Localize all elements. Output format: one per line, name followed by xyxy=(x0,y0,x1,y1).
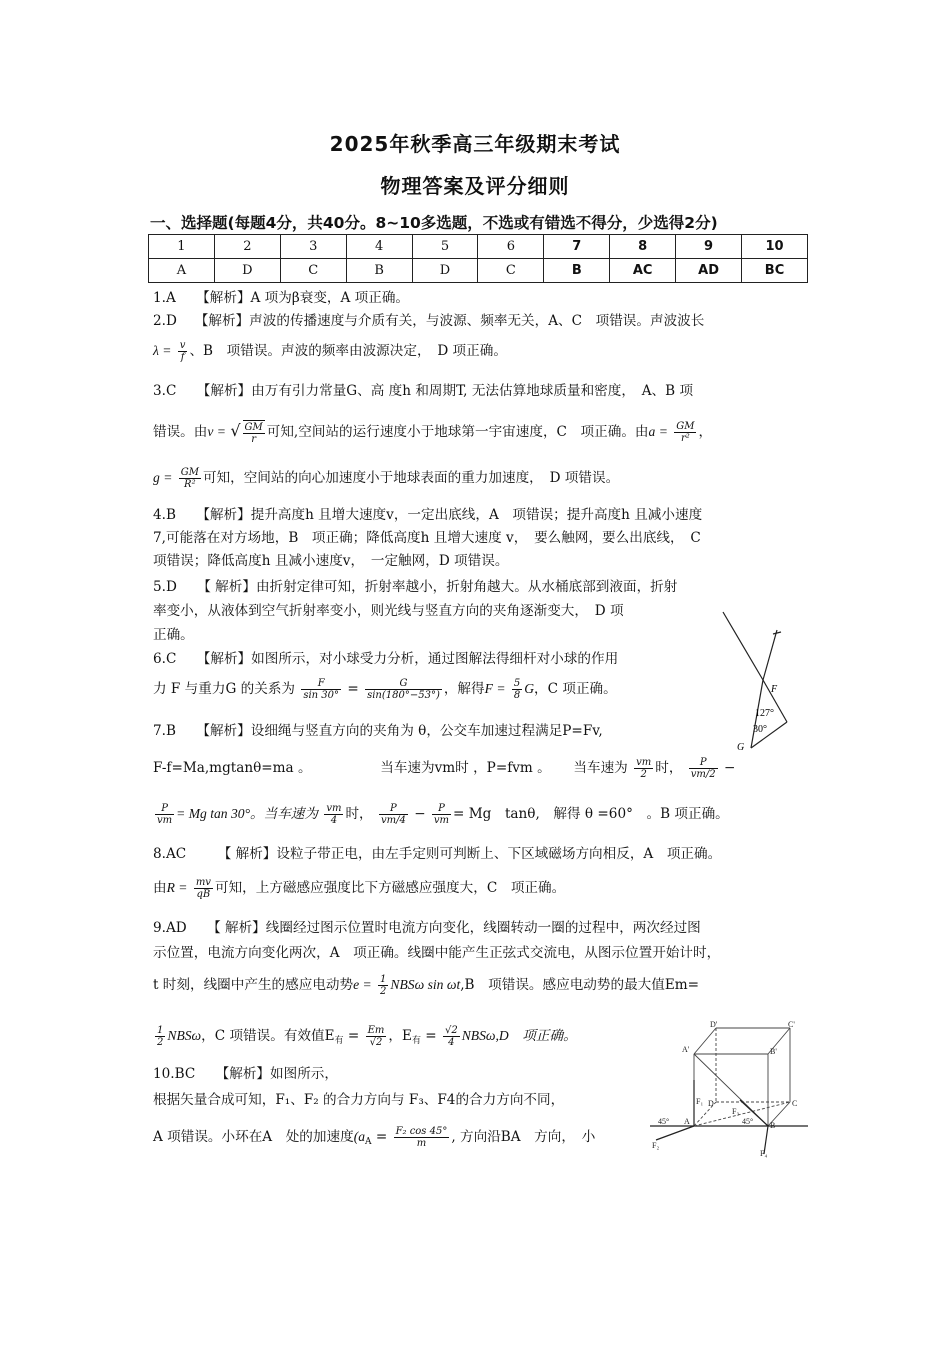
table-cell: 7 xyxy=(544,235,610,259)
q10-a-fraction: $\frac{\text{F₂ cos 45°}}{m}$ xyxy=(395,1126,448,1149)
page-subtitle: 物理答案及评分细则 xyxy=(380,174,570,198)
q7-p-over-vm: $\frac{P}{vm}$ xyxy=(157,803,173,826)
table-cell: 5 xyxy=(412,235,478,259)
table-row-numbers xyxy=(149,235,808,259)
q6-line1: 6.C 【解析】如图所示，对小球受力分析，通过图解法得细杆对小球的作用 xyxy=(153,651,619,667)
page-title: 2025年秋季高三年级期末考试 xyxy=(329,132,621,156)
q7-v2-fraction: $\frac{vm}{2}$ xyxy=(636,757,652,780)
q7-line3: $\frac{P}{vm}$ = Mg tan 30°。当车速为 $\frac{vm}{4}$ 时， $\frac{P}{vm/4}$ − $\frac{P}{vm}$ = Mg tanθ, 解得 θ =60° 。B 项正确。 xyxy=(157,803,729,826)
fig10-label: B' xyxy=(770,1047,777,1056)
table-cell: AC xyxy=(610,259,676,283)
q10-line3: A 项错误。小环在A 处的加速度($a_A$ = $\frac{\text{F₂ cos 45°}}{m}$ , 方向沿BA 方向， 小 xyxy=(153,1126,596,1149)
fig10-label: F₁ xyxy=(696,1097,704,1106)
table-cell: 4 xyxy=(346,235,412,259)
table-cell: 8 xyxy=(610,235,676,259)
fig10-label: F₂ xyxy=(652,1141,660,1150)
table-cell: BC xyxy=(742,259,808,283)
q5-line1: 5.D 【 解析】由折射定律可知，折射率越小，折射角越大。从水桶底部到液面，折射 xyxy=(153,579,678,595)
q9-line4: $\frac{1}{2}$ NBSω，C 项错误。有效值$E_有$ = $\frac{Em}{√2}$ ，$E_有$ = $\frac{√2}{4}$ NBSω,D 项正确。 xyxy=(157,1025,577,1048)
q10-cube-diagram xyxy=(650,1018,810,1158)
q4-line2: 7,可能落在对方场地，B 项正确；降低高度h 且增大速度 v， 要么触网，要么出底线， C xyxy=(153,530,701,546)
q9-line1: 9.AD 【 解析】线圈经过图示位置时电流方向变化，线圈转动一圈的过程中，两次经过图 xyxy=(153,920,701,936)
q9-eff2-fraction: $\frac{√2}{4}$ xyxy=(445,1025,458,1048)
table-cell: 2 xyxy=(214,235,280,259)
q7-line2: F-f=Ma,mgtanθ=ma 。 当车速为vm时 ，P=fvm 。 当车速为 $\frac{vm}{2}$ 时， $\frac{P}{vm/2}$ − xyxy=(153,757,736,780)
q5-line3: 正确。 xyxy=(153,627,194,643)
section-heading: 一、选择题(每题4分，共40分。8~10多选题，不选或有错选不得分，少选得2分) xyxy=(150,214,718,232)
table-cell: C xyxy=(478,259,544,283)
table-cell: C xyxy=(280,259,346,283)
q6-result-fraction: $\frac{5}{8}$ xyxy=(513,678,521,701)
fig10-label: F₃ xyxy=(732,1107,740,1116)
q2-line1: 2.D 【解析】声波的传播速度与介质有关，与波源、频率无关，A、C 项错误。声波波长 xyxy=(153,313,705,329)
fig6-angle1: 127° xyxy=(755,708,774,719)
fig6-label-f: F xyxy=(771,684,778,695)
q7-p-over-vm-2: $\frac{P}{vm}$ xyxy=(433,803,450,826)
q3-a-fraction: $\frac{GM}{\text{r²}}$ xyxy=(676,421,695,444)
q9-line2: 示位置，电流方向变化两次，A 项正确。线圈中能产生正弦式交流电，从图示位置开始计时， xyxy=(153,945,721,961)
q2-fraction: $\frac{v}{f}$ xyxy=(179,340,186,363)
table-cell: D xyxy=(214,259,280,283)
fig10-label: C' xyxy=(788,1020,795,1029)
fig10-label: A xyxy=(684,1117,690,1126)
q8-r-fraction: $\frac{mv}{qB}$ xyxy=(195,877,211,900)
table-cell: 3 xyxy=(280,235,346,259)
q2-lambda: λ = xyxy=(153,343,172,358)
q7-v4-fraction: $\frac{vm}{4}$ xyxy=(326,803,342,826)
fig10-label: D xyxy=(708,1099,714,1108)
q3-line2: 错误。由v = √ $\frac{GM}{r}$ 可知,空间站的运行速度小于地球第一宇宙速度，C 项正确。由a = $\frac{GM}{\text{r²}}$ ， xyxy=(153,421,713,445)
q1-line1: 1.A 【解析】A 项为β衰变，A 项正确。 xyxy=(153,290,410,306)
fig10-label: B xyxy=(770,1121,776,1130)
fig10-label: F₄ xyxy=(760,1149,768,1158)
fig6-label-g: G xyxy=(737,742,745,753)
table-cell: 9 xyxy=(676,235,742,259)
q9-line3: t 时刻，线圈中产生的感应电动势e = $\frac{1}{2}$ NBSω sin ωt,B 项错误。感应电动势的最大值Em= xyxy=(153,974,700,997)
q6-fraction2: $\frac{G}{\sin(180^\circ-53^\circ)}$ xyxy=(367,678,440,701)
table-cell: D xyxy=(412,259,478,283)
q6-fraction1: $\frac{F}{\sin 30^\circ}$ xyxy=(303,678,340,701)
fig10-label: D' xyxy=(710,1020,718,1029)
q3-line3: g = $\frac{GM}{\text{R²}}$ 可知，空间站的向心加速度小于地球表面的重力加速度， D 项错误。 xyxy=(153,467,620,490)
q6-force-diagram xyxy=(715,610,795,755)
q9-eff-fraction: $\frac{Em}{√2}$ xyxy=(367,1025,385,1048)
q6-line2: 力 F 与重力G 的关系为 $\frac{F}{\sin 30^\circ}$ = $\frac{G}{\sin(180^\circ-53^\circ)}$ ，解得F = $\frac{5}{8}$ G，C 项正确。 xyxy=(153,678,617,701)
q3-sqrt-fraction: $\frac{GM}{r}$ xyxy=(244,422,263,445)
q3-line1: 3.C 【解析】由万有引力常量G、高 度h 和周期T, 无法估算地球质量和密度， A、B 项 xyxy=(153,383,694,399)
q2-line2: λ = $\frac{v}{f}$ 、B 项错误。声波的频率由波源决定， D 项正确。 xyxy=(153,340,507,363)
table-row-answers xyxy=(149,259,808,283)
answer-table xyxy=(148,234,808,283)
table-cell: B xyxy=(346,259,412,283)
fig10-label: 45° xyxy=(658,1117,670,1126)
table-cell: 6 xyxy=(478,235,544,259)
q8-line1: 8.AC 【 解析】设粒子带正电，由左手定则可判断上、下区域磁场方向相反，A 项正确。 xyxy=(153,846,722,862)
q7-p-over-vm2: $\frac{P}{vm/2}$ xyxy=(690,757,716,780)
table-cell: A xyxy=(149,259,215,283)
q8-line2: 由R = $\frac{mv}{qB}$ 可知，上方磁感应强度比下方磁感应强度大，C 项正确。 xyxy=(153,877,566,900)
fig10-label: C xyxy=(792,1099,798,1108)
table-cell: 10 xyxy=(742,235,808,259)
q9-e-fraction: $\frac{1}{2}$ xyxy=(380,974,387,997)
fig10-label: 45° xyxy=(742,1117,754,1126)
q7-line1: 7.B 【解析】设细绳与竖直方向的夹角为 θ，公交车加速过程满足P=Fv, xyxy=(153,723,603,739)
fig6-angle2: 30° xyxy=(753,724,767,735)
q9-half-fraction: $\frac{1}{2}$ xyxy=(157,1025,164,1048)
q4-line1: 4.B 【解析】提升高度h 且增大速度v，一定出底线，A 项错误；提升高度h 且减小速度 xyxy=(153,507,703,523)
table-cell: 1 xyxy=(149,235,215,259)
table-cell: B xyxy=(544,259,610,283)
q10-line1: 10.BC 【解析】如图所示， xyxy=(153,1066,338,1082)
q5-line2: 率变小，从液体到空气折射率变小，则光线与竖直方向的夹角逐渐变大， D 项 xyxy=(153,603,624,619)
fig10-label: A' xyxy=(682,1045,690,1054)
q7-p-over-vm4: $\frac{P}{vm/4}$ xyxy=(380,803,406,826)
q3-g-fraction: $\frac{GM}{\text{R²}}$ xyxy=(180,467,199,490)
table-cell: AD xyxy=(676,259,742,283)
q4-line3: 项错误；降低高度h 且减小速度v， 一定触网，D 项错误。 xyxy=(153,553,509,569)
q10-line2: 根据矢量合成可知，F₁、F₂ 的合力方向与 F₃、F4的合力方向不同， xyxy=(153,1092,565,1108)
